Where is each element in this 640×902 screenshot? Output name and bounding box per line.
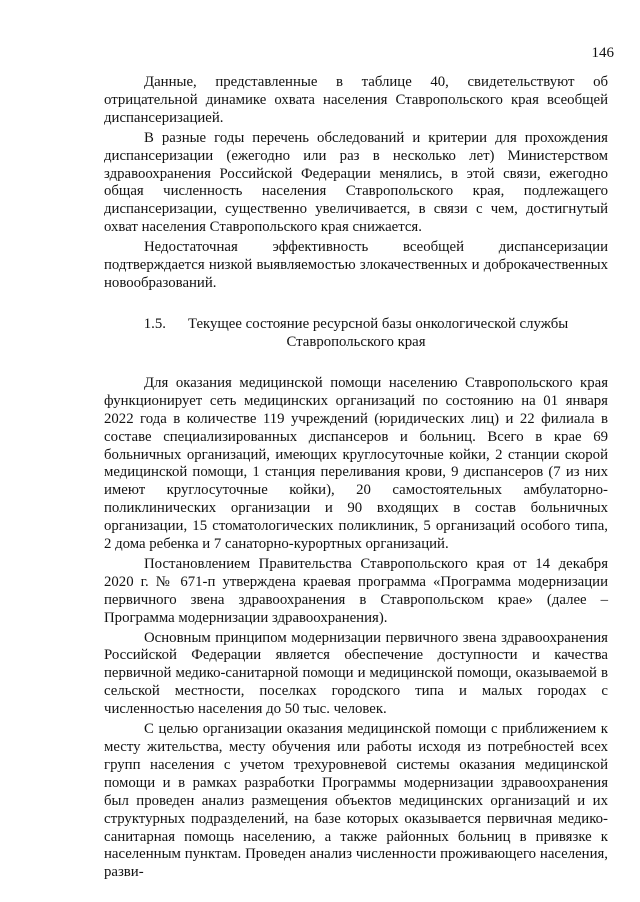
paragraph: В разные годы перечень обследований и критерии для прохождения диспансеризации (ежегодно или раз в несколько лет) Министерством здравоохранения Российской Федерации менялись, в этой связи, ежегодно общая численность населения Ставропольского края, подлежащего диспансеризации, существенно увеличивается, в связи с чем, достигнутый охват населения Ставропольского края снижается. (104, 129, 608, 236)
section-number: 1.5. (143, 315, 166, 332)
section-title-line-1: Текущее состояние ресурсной базы онкологической службы (187, 315, 569, 332)
paragraph: С целью организации оказания медицинской помощи с приближением к месту жительства, месту обучения или работы исходя из потребностей всех групп населения с учетом трехуровневой системы оказания медицинской помощи и в рамках разработки Программы модернизации здравоохранения был проведен анализ размещения объектов медицинских организаций и их структурных подразделений, на базе которых оказывается первичная медико-санитарная помощь населению, а также районных больниц в привязке к населенным пунктам. Проведен анализ численности проживающего населения, разви- (104, 721, 608, 881)
page-number: 146 (591, 45, 614, 61)
paragraph: Основным принципом модернизации первичного звена здравоохранения Российской Федерации является обеспечение доступности и качества первичной медико-санитарной помощи и медицинской помощи, оказываемой в сельской местности, поселках городского типа и малых городах с численностью населения до 50 тыс. человек. (104, 629, 608, 718)
paragraph: Постановлением Правительства Ставропольского края от 14 декабря 2020 г. № 671-п утверждена краевая программа «Программа модернизации первичного звена здравоохранения в Ставропольском крае» (далее – Программа модернизации здравоохранения). (104, 555, 608, 626)
paragraph: Для оказания медицинской помощи населению Ставропольского края функционирует сеть медицинских организаций по состоянию на 01 января 2022 года в количестве 119 учреждений (юридических лиц) и 22 филиала в составе специализированных диспансеров и больниц. Всего в крае 69 больничных организаций, имеющих круглосуточные койки, 2 станции скорой медицинской помощи, 1 станция переливания крови, 9 диспансеров (7 из них имеют круглосуточные койки), 20 самостоятельных амбулаторно-поликлинических организации и 90 входящих в состав больничных организации, 15 стоматологических поликлиник, 5 организаций особого типа, 2 дома ребенка и 7 санаторно-курортных организаций. (104, 374, 608, 553)
paragraph: Данные, представленные в таблице 40, свидетельствуют об отрицательной динамике охвата населения Ставропольского края всеобщей диспансеризацией. (104, 74, 608, 126)
section-heading-line-1 (104, 315, 608, 333)
document-body (104, 74, 608, 882)
section-title-line-2: Ставропольского края (286, 333, 426, 350)
section-heading (104, 315, 608, 351)
paragraph: Недостаточная эффективность всеобщей диспансеризации подтверждается низкой выявляемостью злокачественных и доброкачественных новообразований. (104, 239, 608, 291)
